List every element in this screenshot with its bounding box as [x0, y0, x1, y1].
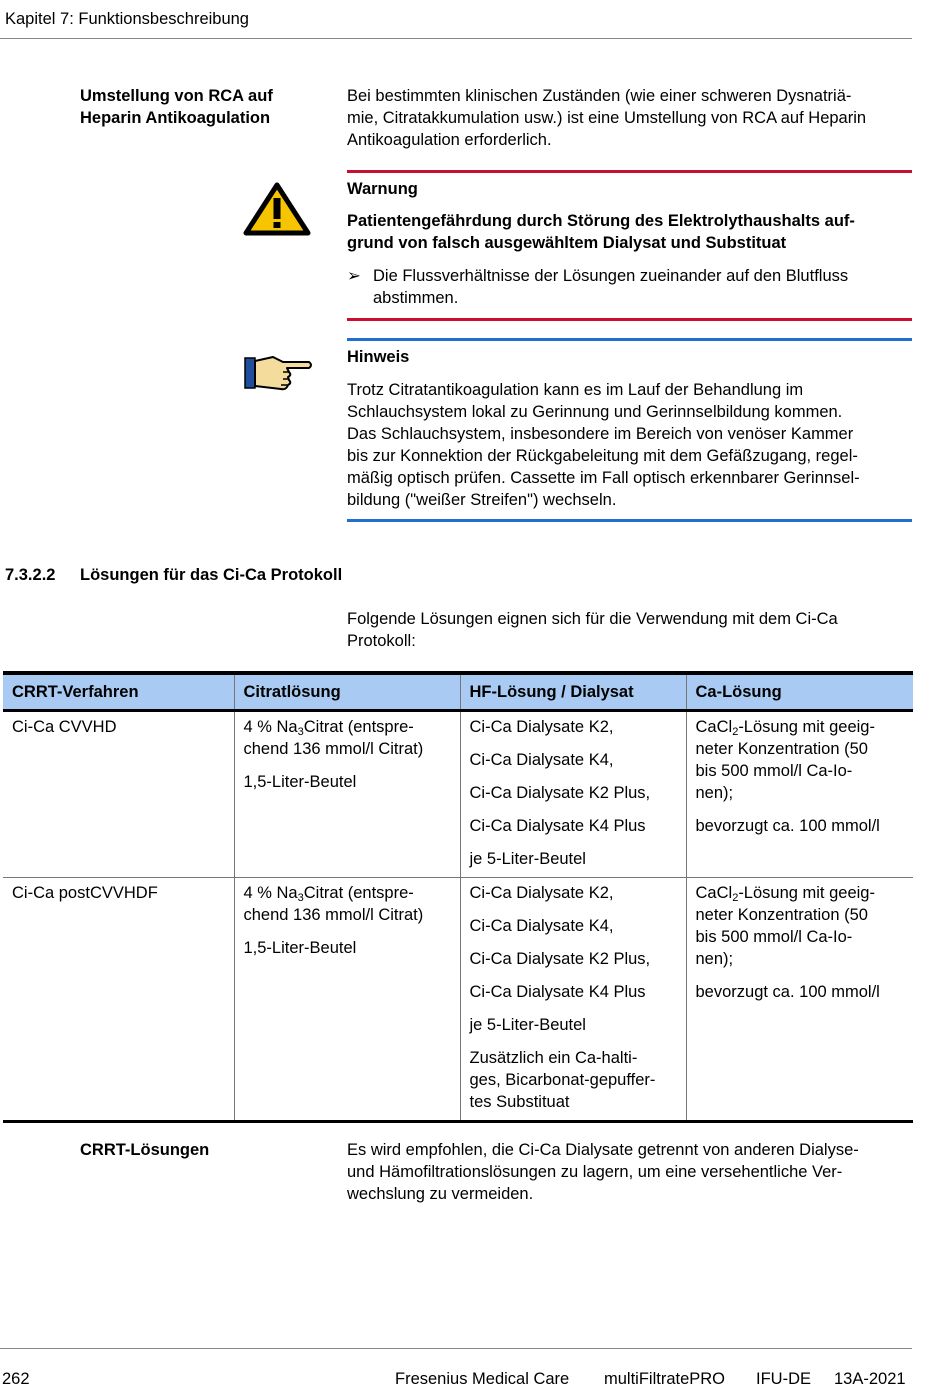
text-line: mie, Citratakkumulation usw.) ist eine Umstellung von RCA auf Heparin [347, 109, 867, 127]
crrt-line: wechslung zu vermeiden. [347, 1185, 534, 1203]
switch-section-text [347, 85, 912, 151]
footer-company: Fresenius Medical Care [395, 1370, 570, 1388]
citrate-bag: 1,5-Liter-Beutel [243, 939, 357, 957]
solutions-table [3, 671, 913, 1123]
calcium-subscript: 2 [732, 726, 739, 738]
citrate-text: 4 % Na [243, 884, 298, 902]
citrate-cell [234, 711, 460, 878]
warning-bullet [347, 265, 912, 309]
footer-product: multiFiltratePRO [604, 1370, 726, 1388]
warning-bullet-text [373, 265, 848, 309]
note-body [347, 379, 912, 511]
warning-title: Warnung [347, 180, 418, 198]
section-number: 7.3.2.2 [5, 566, 56, 584]
citrate-subscript: 3 [297, 892, 304, 904]
table-header-cell: Citratlösung [234, 673, 460, 711]
dialysate-item: Ci-Ca Dialysate K4 Plus [469, 817, 646, 835]
calcium-text: neter Konzentration (50 [695, 740, 868, 758]
page-number: 262 [2, 1370, 30, 1388]
table-row [3, 878, 913, 1122]
pointing-hand-icon [243, 352, 315, 394]
dialysate-item: Ci-Ca Dialysate K2, [469, 884, 614, 902]
note-line: mäßig optisch prüfen. Cassette im Fall optisch erkennbarer Gerinnsel- [347, 469, 860, 487]
crrt-line: und Hämofiltrationslösungen zu lagern, um eine versehentliche Ver- [347, 1163, 843, 1181]
table-row [3, 711, 913, 878]
intro-line: Protokoll: [347, 632, 416, 650]
dialysate-item: Ci-Ca Dialysate K2 Plus, [469, 784, 651, 802]
warning-bottom-rule [347, 318, 912, 321]
switch-label-line: Umstellung von RCA auf [80, 87, 273, 105]
table-header-cell: Ca-Lösung [686, 673, 913, 711]
text-line: Bei bestimmten klinischen Zuständen (wie einer schweren Dysnatriä- [347, 87, 852, 105]
bullet-line: Die Flussverhältnisse der Lösungen zueinander auf den Blutfluss [373, 267, 849, 285]
crrt-text [347, 1139, 912, 1205]
procedure-cell: Ci-Ca CVVHD [3, 711, 234, 878]
note-title: Hinweis [347, 348, 410, 366]
citrate-text: Citrat (entspre- [303, 718, 414, 736]
switch-label-line: Heparin Antikoagulation [80, 109, 271, 127]
citrate-text: Citrat (entspre- [303, 884, 414, 902]
calcium-text: bis 500 mmol/l Ca-Io- [695, 928, 853, 946]
citrate-text: chend 136 mmol/l Citrat) [243, 740, 424, 758]
calcium-solution [696, 716, 905, 804]
note-line: Das Schlauchsystem, insbesondere im Bereich von venöser Kammer [347, 425, 854, 443]
calcium-solution [696, 882, 905, 970]
calcium-text: CaCl [695, 718, 733, 736]
dialysate-extra-text: Zusätzlich ein Ca-halti- [469, 1049, 638, 1067]
calcium-subscript: 2 [732, 892, 739, 904]
note-line: bis zur Konnektion der Rückgabeleitung mit dem Gefäßzugang, regel- [347, 447, 858, 465]
calcium-text: bis 500 mmol/l Ca-Io- [695, 762, 853, 780]
dialysate-extra-text: tes Substituat [469, 1093, 570, 1111]
dialysate-item: Ci-Ca Dialysate K4, [469, 917, 614, 935]
calcium-text: -Lösung mit geeig- [738, 718, 875, 736]
warning-headline [347, 210, 912, 254]
note-top-rule [347, 338, 912, 341]
citrate-solution [244, 882, 451, 926]
section-intro [347, 608, 912, 652]
dialysate-item: Ci-Ca Dialysate K4 Plus [469, 983, 646, 1001]
citrate-subscript: 3 [297, 726, 304, 738]
dialysate-item: Ci-Ca Dialysate K2, [469, 718, 614, 736]
citrate-bag: 1,5-Liter-Beutel [243, 773, 357, 791]
calcium-cell [686, 711, 913, 878]
calcium-text: nen); [695, 950, 734, 968]
text-line: Antikoagulation erforderlich. [347, 131, 552, 149]
footer-doc: IFU-DE [756, 1370, 811, 1388]
calcium-text: CaCl [695, 884, 733, 902]
citrate-text: 4 % Na [243, 718, 298, 736]
bullet-line: abstimmen. [373, 289, 459, 307]
table-header-row [3, 673, 913, 711]
warning-headline-line: Patientengefährdung durch Störung des Elektrolythaushalts auf- [347, 212, 855, 230]
warning-triangle-icon [243, 182, 311, 236]
calcium-text: -Lösung mit geeig- [738, 884, 875, 902]
calcium-preferred: bevorzugt ca. 100 mmol/l [695, 817, 880, 835]
citrate-text: chend 136 mmol/l Citrat) [243, 906, 424, 924]
table-header-cell: HF-Lösung / Dialysat [460, 673, 686, 711]
citrate-solution [244, 716, 451, 760]
calcium-cell [686, 878, 913, 1122]
dialysate-extra [470, 1047, 677, 1113]
dialysate-cell [460, 711, 686, 878]
warning-top-rule [347, 170, 912, 173]
chapter-header: Kapitel 7: Funktionsbeschreibung [5, 10, 249, 28]
calcium-preferred: bevorzugt ca. 100 mmol/l [695, 983, 880, 1001]
crrt-label: CRRT-Lösungen [80, 1141, 210, 1159]
footer-divider [0, 1348, 912, 1349]
dialysate-item: je 5-Liter-Beutel [469, 1016, 586, 1034]
dialysate-item: Ci-Ca Dialysate K4, [469, 751, 614, 769]
bullet-arrow-icon: ➢ [347, 267, 361, 285]
header-divider [0, 38, 912, 39]
section-title: Lösungen für das Ci-Ca Protokoll [80, 566, 343, 584]
citrate-cell [234, 878, 460, 1122]
note-line: Trotz Citratantikoagulation kann es im Lauf der Behandlung im [347, 381, 804, 399]
table-header-cell: CRRT-Verfahren [3, 673, 234, 711]
footer-version: 13A-2021 [834, 1370, 906, 1388]
note-line: Schlauchsystem lokal zu Gerinnung und Gerinnselbildung kommen. [347, 403, 843, 421]
switch-section-label [80, 85, 330, 129]
crrt-line: Es wird empfohlen, die Ci-Ca Dialysate getrennt von anderen Dialyse- [347, 1141, 859, 1159]
dialysate-extra-text: ges, Bicarbonat-gepuffer- [469, 1071, 656, 1089]
note-bottom-rule [347, 519, 912, 522]
calcium-text: nen); [695, 784, 734, 802]
procedure-cell: Ci-Ca postCVVHDF [3, 878, 234, 1122]
warning-headline-line: grund von falsch ausgewähltem Dialysat und Substituat [347, 234, 787, 252]
dialysate-item: je 5-Liter-Beutel [469, 850, 586, 868]
dialysate-cell [460, 878, 686, 1122]
intro-line: Folgende Lösungen eignen sich für die Verwendung mit dem Ci-Ca [347, 610, 838, 628]
note-line: bildung ("weißer Streifen") wechseln. [347, 491, 617, 509]
dialysate-item: Ci-Ca Dialysate K2 Plus, [469, 950, 651, 968]
calcium-text: neter Konzentration (50 [695, 906, 868, 924]
